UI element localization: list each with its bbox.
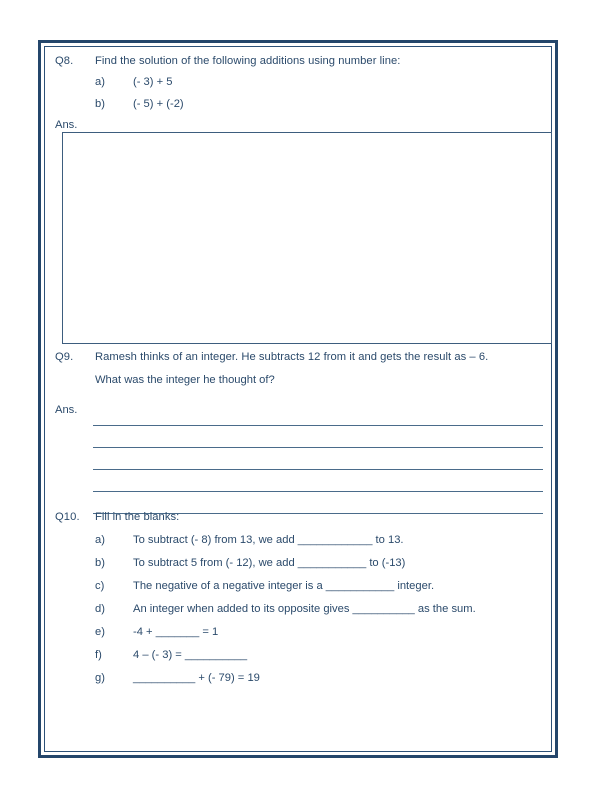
q9-answer-line-3[interactable] (93, 448, 543, 470)
q8-answer-label: Ans. (55, 119, 78, 131)
q10-item-b (95, 557, 551, 569)
page-content (45, 47, 551, 751)
q9-answer-line-1[interactable] (93, 404, 543, 426)
q8-answer-box[interactable] (62, 132, 552, 344)
q10-number: Q10. (55, 511, 80, 523)
q9-answer-label: Ans. (55, 404, 78, 416)
q9-prompt-line1: Ramesh thinks of an integer. He subtracts 12 from it and gets the result as – 6. (95, 351, 489, 363)
q8-item-a-text: (- 3) + 5 (133, 76, 173, 89)
q8-item-a-letter: a) (95, 76, 105, 89)
q9-number: Q9. (55, 351, 74, 363)
q10-item-e-letter: e) (95, 626, 105, 639)
q10-item-e-text[interactable]: -4 + _______ = 1 (133, 626, 219, 639)
page-border-outer (38, 40, 558, 758)
q10-item-g-letter: g) (95, 672, 105, 685)
q8-prompt-row (55, 56, 551, 67)
q10-item-g-text[interactable]: __________ + (- 79) = 19 (133, 672, 260, 685)
q9-answer-line-2[interactable] (93, 426, 543, 448)
q10-item-a (95, 534, 551, 546)
q10-item-g (95, 672, 551, 684)
q9-answer-line-4[interactable] (93, 470, 543, 492)
question-q10 (55, 512, 551, 684)
q10-item-c-letter: c) (95, 580, 105, 593)
question-q9 (55, 352, 551, 386)
q10-item-f (95, 649, 551, 661)
q9-answer-lines[interactable] (93, 404, 543, 514)
q8-item-b-text: (- 5) + (-2) (133, 98, 184, 111)
q9-prompt-line2: What was the integer he thought of? (95, 374, 275, 387)
q10-prompt-row (55, 512, 551, 523)
q10-item-d-text[interactable]: An integer when added to its opposite gives __________ as the sum. (133, 603, 476, 616)
q10-item-b-text[interactable]: To subtract 5 from (- 12), we add ___________ to (-13) (133, 557, 406, 570)
q10-item-a-text[interactable]: To subtract (- 8) from 13, we add ____________ to 13. (133, 534, 404, 547)
q8-item-b (95, 98, 551, 110)
q8-item-b-letter: b) (95, 98, 105, 111)
q10-item-f-text[interactable]: 4 – (- 3) = __________ (133, 649, 248, 662)
q8-number: Q8. (55, 55, 74, 67)
q10-prompt: Fill in the blanks: (95, 511, 180, 523)
q10-item-c-text[interactable]: The negative of a negative integer is a ___________ integer. (133, 580, 435, 593)
q10-item-e (95, 626, 551, 638)
question-q8 (55, 56, 551, 110)
q10-item-d-letter: d) (95, 603, 105, 616)
q9-prompt-row (55, 352, 551, 363)
q10-item-a-letter: a) (95, 534, 105, 547)
q10-item-d (95, 603, 551, 615)
q8-prompt: Find the solution of the following additions using number line: (95, 55, 401, 67)
q10-item-f-letter: f) (95, 649, 102, 662)
page-border-inner (44, 46, 552, 752)
q10-item-c (95, 580, 551, 592)
q8-item-a (95, 76, 551, 88)
q10-item-b-letter: b) (95, 557, 105, 570)
